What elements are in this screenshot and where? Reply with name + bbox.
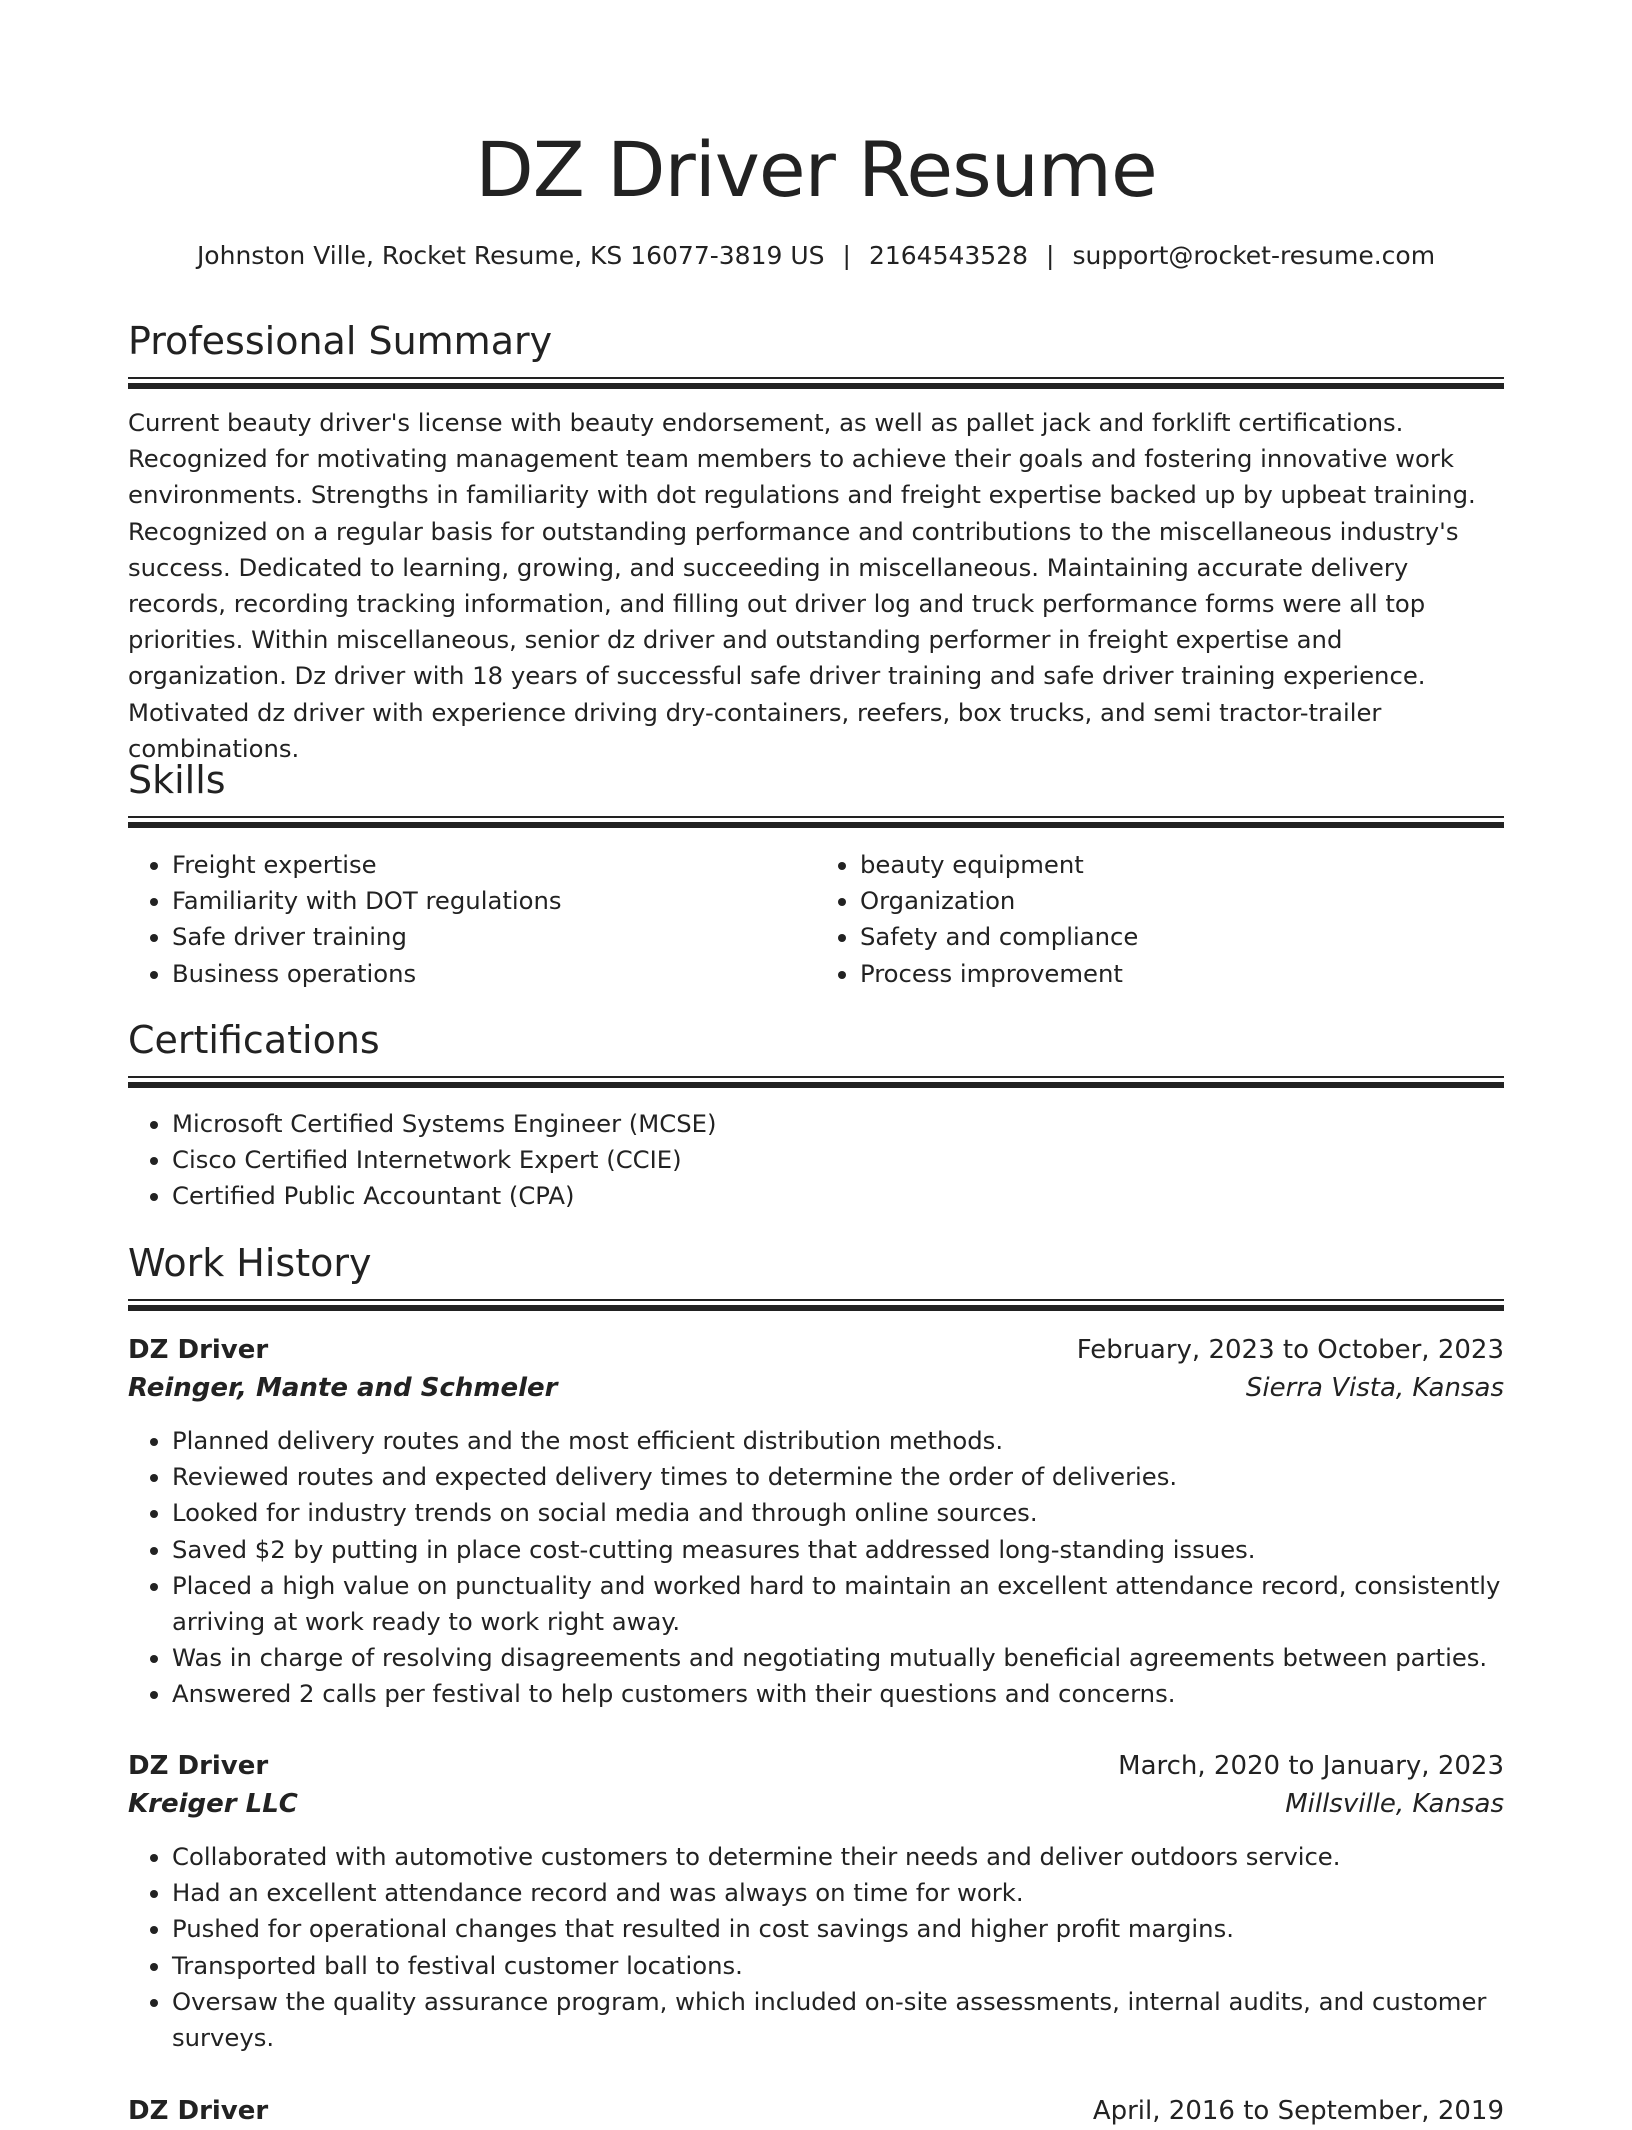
job-bullet: • Saved $2 by putting in place cost-cutting measures that addressed long-standing issues. [172,1532,1548,1568]
job-entry [128,1747,1504,1823]
job-bullet: • Reviewed routes and expected delivery times to determine the order of deliveries. [172,1459,1548,1495]
skill-item: • Process improvement [860,956,1504,992]
summary-divider [128,377,1504,389]
contact-line [0,238,1632,274]
job-dates: March, 2020 to January, 2023 [1118,1751,1504,1781]
page-title: DZ Driver Resume [475,125,1157,214]
certification-item: • Microsoft Certified Systems Engineer (MCSE) [172,1106,1548,1142]
job-entry [128,2092,1504,2130]
job-location: Sierra Vista, Kansas [1245,1373,1504,1403]
job-bullets [128,1839,1548,2056]
certification-item: • Cisco Certified Internetwork Expert (CCIE) [172,1142,1548,1178]
job-header [128,2092,1504,2130]
job-title: DZ Driver [128,2096,269,2126]
job-bullet: • Had an excellent attendance record and was always on time for work. [172,1875,1548,1911]
skill-item: • Safe driver training [172,919,816,955]
job-company: Reinger, Mante and Schmeler [128,1373,558,1403]
skill-item: • Freight expertise [172,847,816,883]
skill-item: • Organization [860,883,1504,919]
job-bullet: • Answered 2 calls per festival to help customers with their questions and concerns. [172,1676,1548,1712]
job-company: Kreiger LLC [128,1789,298,1819]
job-header [128,1747,1504,1785]
work-history-heading: Work History [128,1241,372,1285]
skills-divider [128,816,1504,828]
job-bullet: • Was in charge of resolving disagreements and negotiating mutually beneficial agreements between parties. [172,1640,1548,1676]
contact-email: support@rocket-resume.com [1072,241,1436,270]
job-bullet: • Oversaw the quality assurance program, which included on-site assessments, internal audits, and customer surveys. [172,1984,1548,2056]
certifications-list [128,1106,1548,1215]
certifications-divider [128,1076,1504,1088]
job-dates: February, 2023 to October, 2023 [1076,1335,1504,1365]
certifications-heading: Certifications [128,1018,380,1062]
certification-item: • Certified Public Accountant (CPA) [172,1178,1548,1214]
job-bullet: • Collaborated with automotive customers to determine their needs and deliver outdoors service. [172,1839,1548,1875]
summary-text: Current beauty driver's license with beauty endorsement, as well as pallet jack and forklift certifications. Recognized for motivating management team members to achieve their goals and fostering innovative work environments. Strengths in familiarity with dot regulations and freight expertise backed up by upbeat training. Recognized on a regular basis for outstanding performance and contributions to the miscellaneous industry's success. Dedicated to learning, growing, and succeeding in miscellaneous. Maintaining accurate delivery records, recording tracking information, and filling out driver log and truck performance forms were all top priorities. Within miscellaneous, senior dz driver and outstanding performer in freight expertise and organization. Dz driver with 18 years of successful safe driver training and safe driver training experience. Motivated dz driver with experience driving dry-containers, reefers, box trucks, and semi tractor-trailer combinations. [128,408,1476,763]
skill-item: • Safety and compliance [860,919,1504,955]
job-bullet: • Placed a high value on punctuality and worked hard to maintain an excellent attendance record, consistently arriving at work ready to work right away. [172,1568,1548,1640]
job-bullets [128,1423,1548,1713]
job-subheader [128,1785,1504,1823]
job-title: DZ Driver [128,1751,269,1781]
skill-item: • Familiarity with DOT regulations [172,883,816,919]
job-bullet: • Planned delivery routes and the most efficient distribution methods. [172,1423,1548,1459]
skills-list [128,847,1504,992]
skills-heading: Skills [128,758,226,802]
job-title: DZ Driver [128,1335,269,1365]
skills-column-left [128,847,816,992]
work-history-divider [128,1299,1504,1311]
job-bullet: • Transported ball to festival customer locations. [172,1948,1548,1984]
contact-address: Johnston Ville, Rocket Resume, KS 16077-3819 US [196,241,825,270]
job-bullet: • Pushed for operational changes that resulted in cost savings and higher profit margins. [172,1911,1548,1947]
skills-column-right [816,847,1504,992]
job-header [128,1331,1504,1369]
job-bullet: • Looked for industry trends on social media and through online sources. [172,1495,1548,1531]
contact-separator: | [1046,241,1055,270]
skill-item: • Business operations [172,956,816,992]
contact-separator: | [842,241,851,270]
skill-item: • beauty equipment [860,847,1504,883]
summary-heading: Professional Summary [128,319,553,363]
job-dates: April, 2016 to September, 2019 [1092,2096,1504,2126]
job-entry [128,1331,1504,1407]
job-subheader [128,1369,1504,1407]
contact-phone: 2164543528 [868,241,1029,270]
job-location: Millsville, Kansas [1285,1789,1504,1819]
